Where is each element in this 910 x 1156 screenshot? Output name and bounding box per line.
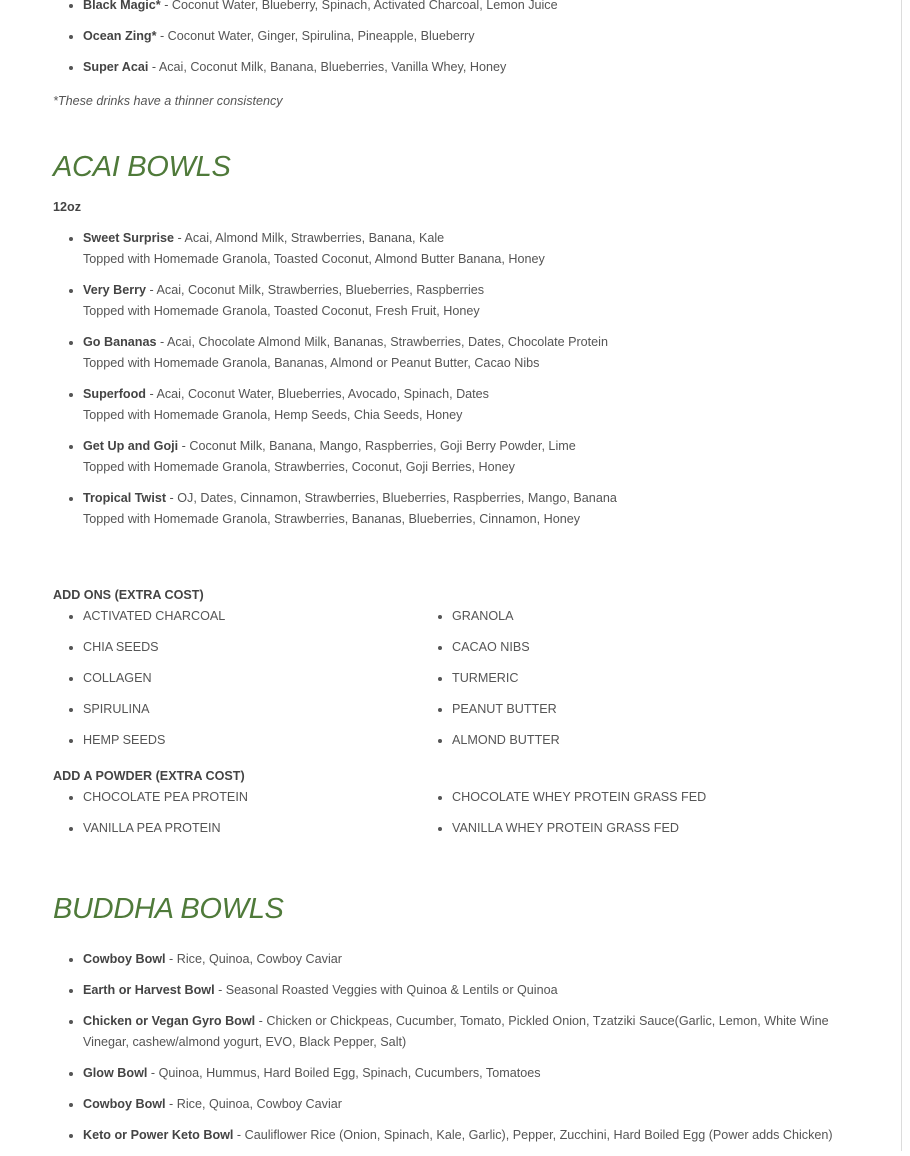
acai-size: 12oz: [53, 200, 81, 214]
list-item: [83, 384, 878, 426]
list-item: [83, 1063, 878, 1084]
list-item: • SPIRULINA: [83, 699, 422, 720]
list-item: • CHOCOLATE WHEY PROTEIN GRASS FED: [452, 787, 791, 808]
item-ingredients: - Quinoa, Hummus, Hard Boiled Egg, Spinach, Cucumbers, Tomatoes: [147, 1066, 541, 1080]
acai-section-title: ACAI BOWLS: [53, 151, 231, 183]
item-ingredients: - Acai, Almond Milk, Strawberries, Banana, Kale: [174, 231, 445, 245]
item-name: Chicken or Vegan Gyro Bowl: [83, 1014, 256, 1028]
powders-title: ADD A POWDER (EXTRA COST): [53, 769, 245, 783]
item-topping: Topped with Homemade Granola, Strawberries, Coconut, Goji Berries, Honey: [83, 460, 515, 474]
list-item: • ALMOND BUTTER: [452, 730, 791, 751]
list-item: [83, 949, 878, 970]
list-item: [83, 26, 878, 47]
list-item: [83, 0, 878, 16]
item-name: Superfood: [83, 387, 146, 401]
list-item: [83, 488, 878, 530]
item-name: Black Magic*: [83, 0, 161, 12]
list-item: • VANILLA WHEY PROTEIN GRASS FED: [452, 818, 791, 839]
item-ingredients: - Cauliflower Rice (Onion, Spinach, Kale, Garlic), Pepper, Zucchini, Hard Boiled Egg (Power adds Chicken): [233, 1128, 833, 1142]
item-ingredients: - Rice, Quinoa, Cowboy Caviar: [165, 952, 342, 966]
item-ingredients: - Acai, Coconut Milk, Strawberries, Blueberries, Raspberries: [146, 283, 485, 297]
item-topping: Topped with Homemade Granola, Bananas, Almond or Peanut Butter, Cacao Nibs: [83, 356, 540, 370]
list-item: • CHOCOLATE PEA PROTEIN: [83, 787, 422, 808]
smoothie-note: *These drinks have a thinner consistency: [53, 94, 283, 108]
item-name: Cowboy Bowl: [83, 952, 166, 966]
list-item: • HEMP SEEDS: [83, 730, 422, 751]
item-name: Go Bananas: [83, 335, 157, 349]
item-topping: Topped with Homemade Granola, Hemp Seeds, Chia Seeds, Honey: [83, 408, 463, 422]
item-ingredients: - Seasonal Roasted Veggies with Quinoa & Lentils or Quinoa: [214, 983, 558, 997]
item-name: Tropical Twist: [83, 491, 167, 505]
list-item: • ACTIVATED CHARCOAL: [83, 606, 422, 627]
item-topping: Topped with Homemade Granola, Strawberries, Bananas, Blueberries, Cinnamon, Honey: [83, 512, 581, 526]
item-ingredients: - Coconut Water, Ginger, Spirulina, Pineapple, Blueberry: [156, 29, 475, 43]
item-ingredients: - Coconut Water, Blueberry, Spinach, Activated Charcoal, Lemon Juice: [160, 0, 558, 12]
item-name: Keto or Power Keto Bowl: [83, 1128, 234, 1142]
item-topping: Topped with Homemade Granola, Toasted Coconut, Almond Butter Banana, Honey: [83, 252, 545, 266]
smoothie-list: [53, 0, 878, 88]
item-topping: Topped with Homemade Granola, Toasted Coconut, Fresh Fruit, Honey: [83, 304, 480, 318]
item-name: Sweet Surprise: [83, 231, 174, 245]
page-divider: [901, 0, 902, 1151]
addons-left-list: [53, 606, 422, 761]
item-name: Cowboy Bowl: [83, 1097, 166, 1111]
item-ingredients: - Coconut Milk, Banana, Mango, Raspberries, Goji Berry Powder, Lime: [178, 439, 576, 453]
list-item: [83, 1125, 878, 1146]
item-ingredients: - Acai, Coconut Milk, Banana, Blueberries, Vanilla Whey, Honey: [148, 60, 507, 74]
list-item: [83, 57, 878, 78]
buddha-list: [53, 949, 878, 1156]
list-item: [83, 980, 878, 1001]
item-ingredients: - Rice, Quinoa, Cowboy Caviar: [165, 1097, 342, 1111]
item-name: Earth or Harvest Bowl: [83, 983, 215, 997]
list-item: [83, 228, 878, 270]
list-item: • TURMERIC: [452, 668, 791, 689]
list-item: • PEANUT BUTTER: [452, 699, 791, 720]
acai-list: [53, 228, 878, 540]
list-item: [83, 436, 878, 478]
buddha-section-title: BUDDHA BOWLS: [53, 893, 284, 925]
list-item: [83, 1011, 878, 1053]
item-ingredients: - Acai, Coconut Water, Blueberries, Avocado, Spinach, Dates: [145, 387, 489, 401]
powders-left-list: [53, 787, 422, 849]
list-item: • VANILLA PEA PROTEIN: [83, 818, 422, 839]
list-item: • COLLAGEN: [83, 668, 422, 689]
item-ingredients: - Chicken or Chickpeas, Cucumber, Tomato, Pickled Onion, Tzatziki Sauce(Garlic, Lemon, White Wine Vinegar, cashew/almond yogurt, EVO, Black Pepper, Salt): [83, 1014, 829, 1049]
list-item: • CHIA SEEDS: [83, 637, 422, 658]
list-item: • GRANOLA: [452, 606, 791, 627]
item-name: Glow Bowl: [83, 1066, 148, 1080]
addons-right-list: [422, 606, 791, 761]
item-ingredients: - Acai, Chocolate Almond Milk, Bananas, Strawberries, Dates, Chocolate Protein: [156, 335, 608, 349]
list-item: [83, 1094, 878, 1115]
list-item: [83, 332, 878, 374]
item-name: Ocean Zing*: [83, 29, 157, 43]
item-name: Get Up and Goji: [83, 439, 179, 453]
powders-right-list: [422, 787, 791, 849]
powders-columns: [53, 787, 791, 849]
list-item: • CACAO NIBS: [452, 637, 791, 658]
item-name: Very Berry: [83, 283, 147, 297]
item-name: Super Acai: [83, 60, 149, 74]
list-item: [83, 280, 878, 322]
addons-title: ADD ONS (EXTRA COST): [53, 588, 204, 602]
addons-columns: [53, 606, 791, 761]
item-ingredients: - OJ, Dates, Cinnamon, Strawberries, Blueberries, Raspberries, Mango, Banana: [166, 491, 617, 505]
